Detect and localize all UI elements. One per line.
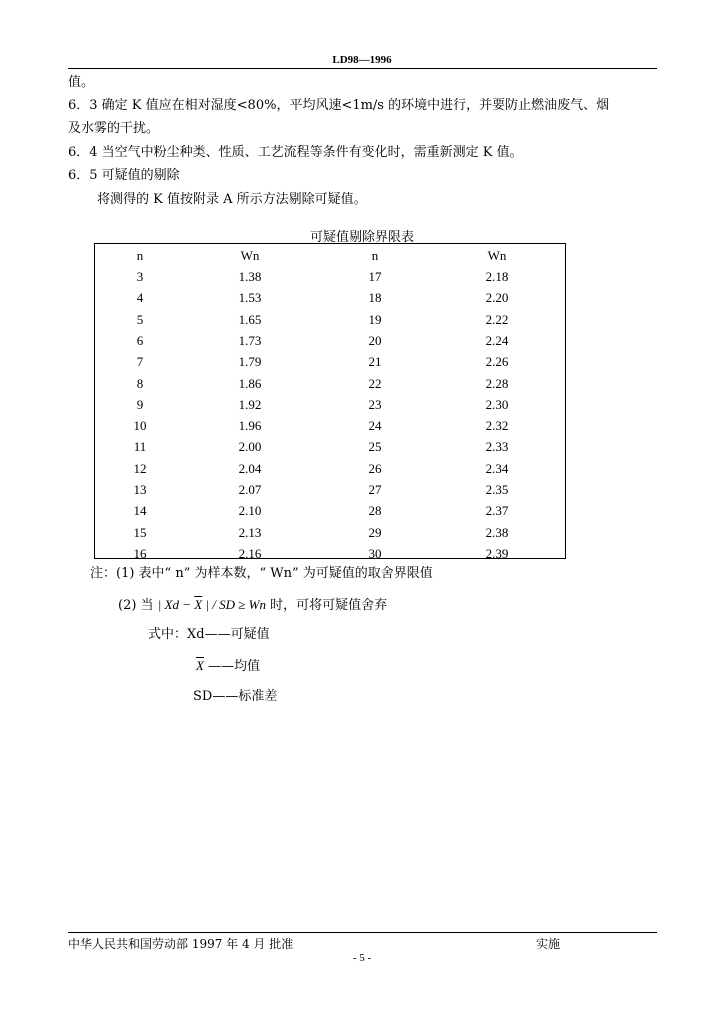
definition-xd: 式中：Xd——可疑值 bbox=[148, 627, 270, 642]
table-cell: 2.38 bbox=[485, 524, 509, 540]
table-row bbox=[95, 522, 565, 543]
table-cell: 24 bbox=[368, 418, 382, 434]
note-2 bbox=[118, 597, 387, 613]
table-cell: 1.92 bbox=[238, 396, 262, 412]
note-1: 注：(1) 表中“ n” 为样本数，“ Wn” 为可疑值的取舍界限值 bbox=[90, 566, 433, 581]
table-cell: 2.28 bbox=[485, 375, 509, 391]
table-cell: 5 bbox=[136, 311, 144, 327]
table-cell: 1.96 bbox=[238, 418, 262, 434]
table-cell: 2.37 bbox=[485, 503, 509, 519]
table-cell: 19 bbox=[368, 311, 382, 327]
table-cell: 2.00 bbox=[238, 439, 262, 455]
footer-approval: 中华人民共和国劳动部 1997 年 4 月 批准 bbox=[68, 937, 294, 951]
body-line-2: 6．3 确定 K 值应在相对湿度<80%，平均风速<1m/s 的环境中进行，并要防止燃油废气、烟 bbox=[68, 98, 610, 113]
table-row bbox=[95, 458, 565, 479]
table-row bbox=[95, 415, 565, 436]
footer-implement: 实施 bbox=[536, 937, 561, 951]
definition-sd: SD——标准差 bbox=[193, 689, 278, 704]
header-cell: Wn bbox=[240, 248, 260, 263]
table-cell: 30 bbox=[368, 545, 382, 561]
table-cell: 1.86 bbox=[238, 375, 262, 391]
table-cell: 15 bbox=[133, 524, 147, 540]
table-cell: 6 bbox=[136, 332, 144, 348]
table-row bbox=[95, 394, 565, 415]
body-line-1: 值。 bbox=[68, 75, 95, 90]
doc-code-header: LD98—1996 bbox=[332, 54, 392, 66]
table-cell: 1.73 bbox=[238, 332, 262, 348]
table-cell: 1.53 bbox=[238, 290, 262, 306]
table-cell: 18 bbox=[368, 290, 382, 306]
formula-part-b: | / SD ≥ Wn bbox=[202, 597, 266, 612]
body-line-4: 6．4 当空气中粉尘种类、性质、工艺流程等条件有变化时，需重新测定 K 值。 bbox=[68, 145, 523, 160]
table-cell: 14 bbox=[133, 503, 147, 519]
table-cell: 2.22 bbox=[485, 311, 509, 327]
header-cell: n bbox=[136, 248, 144, 263]
table-cell: 2.30 bbox=[485, 396, 509, 412]
table-row bbox=[95, 436, 565, 457]
table-cell: 21 bbox=[368, 354, 382, 370]
table-row bbox=[95, 479, 565, 500]
footer-rule bbox=[68, 932, 657, 933]
mean-symbol: $\overline{X}$ bbox=[194, 597, 203, 612]
table-cell: 2.04 bbox=[238, 460, 262, 476]
definition-mean bbox=[196, 658, 260, 674]
table-cell: 16 bbox=[133, 545, 147, 561]
table-cell: 22 bbox=[368, 375, 382, 391]
table-cell: 7 bbox=[136, 354, 144, 370]
table-row bbox=[95, 351, 565, 372]
table-cell: 29 bbox=[368, 524, 382, 540]
table-cell: 1.79 bbox=[238, 354, 262, 370]
table-cell: 25 bbox=[368, 439, 382, 455]
table-cell: 3 bbox=[136, 269, 144, 284]
table-cell: 20 bbox=[368, 332, 382, 348]
table-cell: 2.26 bbox=[485, 354, 509, 370]
table-cell: 10 bbox=[133, 418, 147, 434]
table-cell: 17 bbox=[368, 269, 382, 284]
table-cell: 2.33 bbox=[485, 439, 509, 455]
header-rule bbox=[68, 68, 657, 69]
note-2-suffix: 时，可将可疑值舍弃 bbox=[270, 598, 388, 613]
table-cell: 2.34 bbox=[485, 460, 509, 476]
table-row bbox=[95, 500, 565, 521]
body-line-5: 6．5 可疑值的剔除 bbox=[68, 168, 180, 183]
note-2-prefix: (2) 当 bbox=[118, 598, 154, 613]
table-cell: 2.16 bbox=[238, 545, 262, 561]
table-cell: 13 bbox=[133, 482, 147, 497]
table-cell: 2.32 bbox=[485, 418, 509, 434]
table-cell: 8 bbox=[136, 375, 144, 391]
table-cell: 2.13 bbox=[238, 524, 262, 540]
table-row bbox=[95, 287, 565, 308]
rejection-formula bbox=[158, 597, 266, 612]
body-line-6: 将测得的 K 值按附录 A 所示方法剔除可疑值。 bbox=[97, 192, 367, 207]
table-cell: 23 bbox=[368, 396, 382, 412]
table-cell: 2.07 bbox=[238, 482, 262, 497]
table-cell: 28 bbox=[368, 503, 382, 519]
table-cell: 1.65 bbox=[238, 311, 262, 327]
definition-mean-text: ——均值 bbox=[208, 659, 261, 674]
table-row bbox=[95, 330, 565, 351]
table-cell: 2.18 bbox=[485, 269, 509, 284]
table-caption: 可疑值剔除界限表 bbox=[309, 230, 414, 245]
table-header-row bbox=[95, 245, 565, 266]
table-row bbox=[95, 266, 565, 287]
table-cell: 2.10 bbox=[238, 503, 262, 519]
table-cell: 2.35 bbox=[485, 482, 509, 497]
formula-part-a: | Xd − bbox=[157, 597, 195, 612]
threshold-table bbox=[94, 243, 566, 559]
table-row bbox=[95, 373, 565, 394]
header-cell: Wn bbox=[487, 248, 507, 263]
table-row bbox=[95, 543, 565, 564]
table-cell: 2.39 bbox=[485, 545, 509, 561]
table-cell: 9 bbox=[136, 396, 144, 412]
table-cell: 26 bbox=[368, 460, 382, 476]
page-number: - 5 - bbox=[352, 952, 372, 964]
table-cell: 2.20 bbox=[485, 290, 509, 306]
table-cell: 2.24 bbox=[485, 332, 509, 348]
table-row bbox=[95, 309, 565, 330]
table-cell: 1.38 bbox=[238, 269, 262, 284]
table-cell: 12 bbox=[133, 460, 147, 476]
mean-symbol: $\overline{X}$ bbox=[196, 658, 204, 673]
table-cell: 11 bbox=[133, 439, 147, 455]
table-cell: 27 bbox=[368, 482, 382, 497]
table-cell: 4 bbox=[136, 290, 144, 306]
header-cell: n bbox=[371, 248, 379, 263]
body-line-3: 及水雾的干扰。 bbox=[68, 121, 160, 136]
